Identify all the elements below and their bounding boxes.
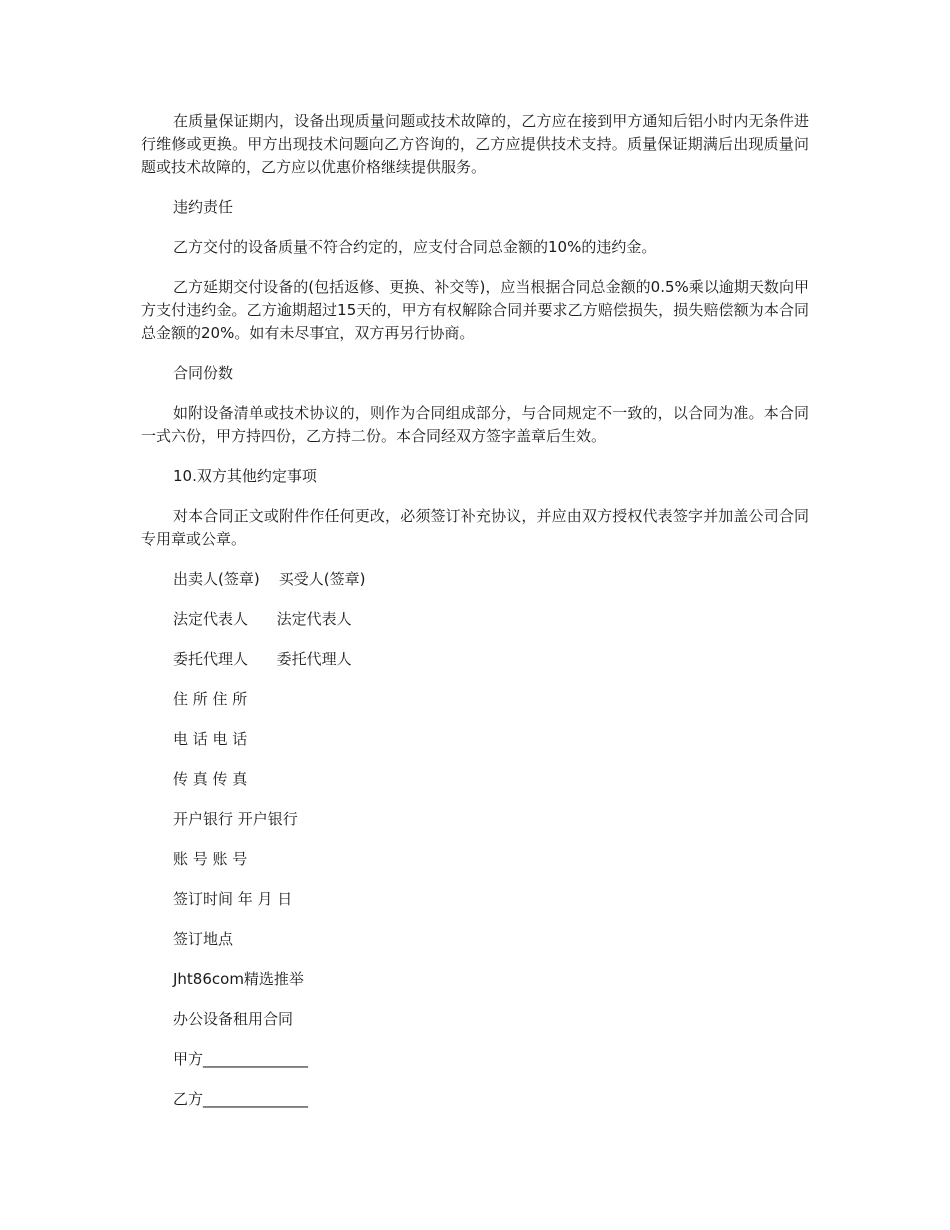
- paragraph-amendments: 对本合同正文或附件作任何更改，必须签订补充协议，并应由双方授权代表签字并加盖公司合同专用章或公章。: [141, 507, 809, 548]
- signature-place: 签订地点: [173, 930, 234, 948]
- signature-legal-rep: 法定代表人 法定代表人: [173, 610, 352, 628]
- signature-phone: 电 话 电 话: [173, 730, 248, 748]
- paragraph-warranty: 在质量保证期内，设备出现质量问题或技术故障的，乙方应在接到甲方通知后铝小时内无条件进行维修或更换。甲方出现技术问题向乙方咨询的，乙方应提供技术支持。质量保证期满后出现质量问题或技术故障的，乙方应以优惠价格继续提供服务。: [141, 112, 809, 176]
- signature-address: 住 所 住 所: [173, 690, 248, 708]
- signature-bank: 开户银行 开户银行: [173, 810, 298, 828]
- next-contract-title: 办公设备租用合同: [173, 1010, 294, 1028]
- signature-seller-buyer: 出卖人(签章) 买受人(签章): [173, 570, 366, 588]
- paragraph-contract-copies: 如附设备清单或技术协议的，则作为合同组成部分，与合同规定不一致的，以合同为准。本合同一式六份，甲方持四份，乙方持二份。本合同经双方签字盖章后生效。: [141, 404, 809, 445]
- signature-account: 账 号 账 号: [173, 850, 248, 868]
- paragraph-quality-penalty: 乙方交付的设备质量不符合约定的，应支付合同总金额的10%的违约金。: [173, 238, 657, 256]
- paragraph-delay-penalty: 乙方延期交付设备的(包括返修、更换、补交等)，应当根据合同总金额的0.5%乘以逾期天数向甲方支付违约金。乙方逾期超过15天的，甲方有权解除合同并要求乙方赔偿损失，损失赔偿额为本合同总金额的20%。如有未尽事宜，双方再另行协商。: [141, 278, 809, 342]
- signature-date: 签订时间 年 月 日: [173, 890, 293, 908]
- heading-other-terms: 10.双方其他约定事项: [173, 467, 317, 485]
- heading-breach-liability: 违约责任: [173, 198, 234, 216]
- party-a-line: 甲方______________: [173, 1050, 309, 1068]
- recommendation-line: Jht86com精选推举: [173, 970, 304, 988]
- signature-agent: 委托代理人 委托代理人: [173, 650, 352, 668]
- document-page: [141, 110, 809, 1128]
- party-b-line: 乙方______________: [173, 1090, 309, 1108]
- heading-contract-copies: 合同份数: [173, 364, 234, 382]
- signature-fax: 传 真 传 真: [173, 770, 248, 788]
